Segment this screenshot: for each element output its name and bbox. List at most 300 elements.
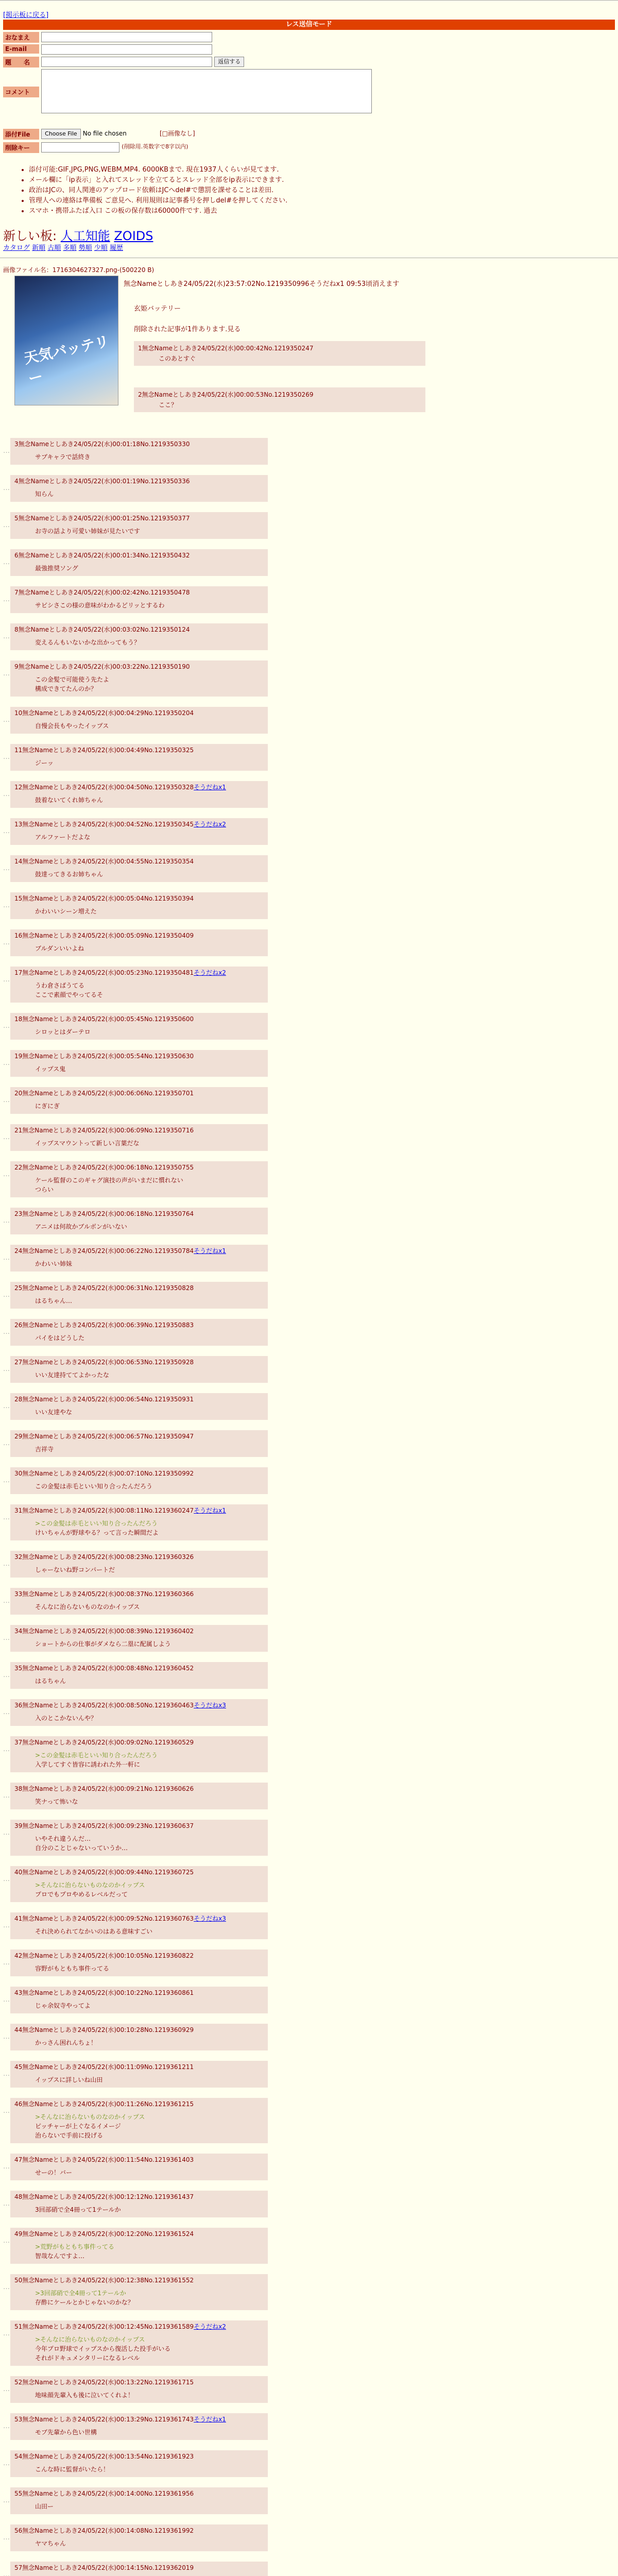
- submit-button[interactable]: 返信する: [214, 57, 244, 67]
- reply-post: [10, 2061, 268, 2088]
- file-label: 添付File: [3, 129, 39, 140]
- sort-new-link[interactable]: 新順: [32, 244, 46, 252]
- reply-body: [10, 1255, 268, 1270]
- reply-meta: 49無念Nameとしあき24/05/22(水)00:12:20No.1219361524: [14, 2230, 194, 2238]
- body-line: 存酢にケールとかじゃないのかな？: [35, 2299, 134, 2306]
- reply-meta: 16無念Nameとしあき24/05/22(水)00:05:09No.1219350409: [14, 932, 194, 939]
- op-header: 無念Nameとしあき24/05/22(水)23:57:02No.1219350996そうだねx1 09:53頃消えます: [124, 280, 400, 288]
- reply-post: [10, 2450, 268, 2477]
- reply-indent-marker: …: [3, 1745, 10, 1753]
- sort-old-link[interactable]: 古順: [47, 244, 61, 252]
- reply-post: [10, 2562, 268, 2576]
- reply-post: [10, 1820, 268, 1856]
- reply-body: [10, 522, 268, 538]
- soudane-link[interactable]: そうだねx2: [194, 969, 226, 976]
- reply-meta: 40無念Nameとしあき24/05/22(水)00:09:44No.1219360725: [14, 1869, 194, 1876]
- reply-post: [10, 2320, 268, 2366]
- reply-post: [10, 512, 268, 539]
- reply-meta: 43無念Nameとしあき24/05/22(水)00:10:22No.1219360861: [14, 1989, 194, 1996]
- reply-body: [10, 1747, 268, 1771]
- reply-meta: 23無念Nameとしあき24/05/22(水)00:06:18No.1219350764: [14, 1210, 194, 1217]
- body-line: そんなに治らないものなのかイップス: [35, 1603, 140, 1611]
- body-line: 3回部硝で全4冊って1テールか: [35, 2206, 121, 2213]
- reply-meta: 17無念Nameとしあき24/05/22(水)00:05:23No.1219350481そうだねx2: [14, 969, 226, 976]
- reply-indent-marker: …: [3, 1671, 10, 1679]
- reply-indent-marker: …: [3, 976, 10, 984]
- reply-post: [10, 549, 268, 576]
- top-rule: [0, 0, 618, 1]
- reply-post: [10, 744, 268, 771]
- reply-meta: 10無念Nameとしあき24/05/22(水)00:04:29No.1219350204: [14, 709, 194, 717]
- body-line: はるちゃん…: [35, 1297, 73, 1304]
- quote-line: >荒野がもともち事件ってる: [35, 2243, 115, 2250]
- reply-indent-marker: …: [3, 1829, 10, 1837]
- reply-meta: 29無念Nameとしあき24/05/22(水)00:06:57No.1219350947: [14, 1433, 194, 1440]
- body-line: 自慢会長もやったイップス: [35, 722, 109, 730]
- soudane-link[interactable]: そうだねx1: [194, 2416, 226, 2423]
- body-line: いい友達やな: [35, 1409, 73, 1416]
- reply-body: ここ？: [159, 401, 178, 409]
- body-line: パイをはどうした: [35, 1334, 85, 1342]
- reply-indent-marker: …: [3, 1291, 10, 1299]
- reply-meta: 1無念Nameとしあき24/05/22(水)00:00:42No.1219350247: [138, 345, 314, 352]
- delete-key-label: 削除キー: [3, 142, 39, 153]
- reply-indent-marker: …: [3, 558, 10, 566]
- reply-post: [10, 1699, 268, 1726]
- reply-body: [10, 1023, 268, 1039]
- body-line: いやそれ違うんだ…: [35, 1835, 91, 1842]
- reply-meta: 45無念Nameとしあき24/05/22(水)00:11:09No.1219361211: [14, 2063, 194, 2071]
- sort-many-link[interactable]: 多順: [63, 244, 77, 252]
- reply-post: [10, 2228, 268, 2264]
- reply-indent-marker: …: [3, 790, 10, 798]
- subject-input[interactable]: [41, 57, 212, 67]
- reply-indent-marker: …: [3, 1171, 10, 1178]
- reply-meta: 46無念Nameとしあき24/05/22(水)00:11:26No.1219361215: [14, 2100, 194, 2108]
- reply-indent-marker: …: [3, 1560, 10, 1568]
- body-line: お寺の話より可愛い姉妹が見たいです: [35, 528, 141, 535]
- reply-meta: 57無念Nameとしあき24/05/22(水)00:14:15No.1219362019: [14, 2564, 194, 2571]
- reply-meta: 56無念Nameとしあき24/05/22(水)00:14:08No.1219361992: [14, 2527, 194, 2534]
- reply-body: [10, 1440, 268, 1456]
- reply-indent-marker: …: [3, 1365, 10, 1373]
- reply-meta: 22無念Nameとしあき24/05/22(水)00:06:18No.1219350755: [14, 1164, 194, 1171]
- reply-indent-marker: …: [3, 1597, 10, 1605]
- reply-post: [10, 2487, 268, 2514]
- reply-body: [10, 1515, 268, 1539]
- name-row: [3, 32, 212, 43]
- reply-meta: 26無念Nameとしあき24/05/22(水)00:06:39No.1219350883: [14, 1321, 194, 1329]
- body-line: 変えるんもいないかな出かってもう？: [35, 639, 141, 646]
- reply-body: [10, 634, 268, 649]
- reply-post: [10, 1161, 268, 1197]
- new-boards-label: 新しい板:: [3, 229, 61, 243]
- back-to-board-link[interactable]: [掲示板に戻る]: [3, 11, 49, 19]
- comment-row: [3, 69, 372, 115]
- soudane-link[interactable]: そうだねx3: [194, 1702, 226, 1709]
- body-line: いい友達持ててよかったな: [35, 1371, 110, 1379]
- reply-meta: 32無念Nameとしあき24/05/22(水)00:08:23No.1219360326: [14, 1553, 194, 1561]
- body-line: ショートからの仕事がダメなら二塁に配属しよう: [35, 1640, 171, 1648]
- body-line: この金髪は赤毛といい知り合ったんだろう: [35, 1483, 153, 1490]
- reply-indent-marker: …: [3, 2571, 10, 2576]
- reply-meta: 21無念Nameとしあき24/05/22(水)00:06:09No.1219350716: [14, 1127, 194, 1134]
- reply-body: [10, 2238, 268, 2263]
- reply-meta: 28無念Nameとしあき24/05/22(水)00:06:54No.1219350931: [14, 1396, 194, 1403]
- op-file-info[interactable]: 画像ファイル名：1716304627327.png-(500220 B): [3, 266, 154, 274]
- reply-mode-banner: レス送信モード: [3, 20, 615, 30]
- body-line: じゃ余奴寺やってよ: [35, 2002, 91, 2009]
- body-line: かっさん困れんちょ！: [35, 2039, 97, 2046]
- reply-body: [10, 1097, 268, 1113]
- reply-indent-marker: …: [3, 1514, 10, 1521]
- reply-meta: 53無念Nameとしあき24/05/22(水)00:13:29No.1219361743そうだねx1: [14, 2416, 226, 2423]
- reply-post: [10, 1551, 268, 1578]
- note-item: • 政治はJCの、同人関連のアップロード依頼はJCへdel#で懲罰を課せることは差田.: [29, 185, 595, 196]
- reply-meta: 4無念Nameとしあき24/05/22(水)00:01:19No.1219350336: [14, 478, 190, 485]
- reply-indent-marker: …: [3, 2200, 10, 2208]
- reply-body: [10, 1598, 268, 1614]
- body-line: ヤマちゃん: [35, 2540, 66, 2547]
- soudane-link[interactable]: そうだねx3: [194, 1915, 226, 1922]
- reply-meta: 36無念Nameとしあき24/05/22(水)00:08:50No.1219360463そうだねx3: [14, 1702, 226, 1709]
- note-item: • メール欄に「ip表示」と入れてスレッドを立てるとスレッド全部をip表示にできます.: [29, 175, 595, 185]
- body-line: 構成できてたんのか？: [35, 685, 97, 692]
- reply-meta: 51無念Nameとしあき24/05/22(水)00:12:45No.1219361589そうだねx2: [14, 2323, 226, 2330]
- reply-post: [10, 586, 268, 613]
- reply-meta: 18無念Nameとしあき24/05/22(水)00:05:45No.1219350600: [14, 1015, 194, 1023]
- reply-post: [10, 1050, 268, 1077]
- reply-indent-marker: …: [3, 2107, 10, 2115]
- reply-meta: 31無念Nameとしあき24/05/22(水)00:08:11No.1219360247そうだねx1: [14, 1507, 226, 1514]
- reply-meta: 12無念Nameとしあき24/05/22(水)00:04:50No.1219350328そうだねx1: [14, 784, 226, 791]
- reply-meta: 6無念Nameとしあき24/05/22(水)00:01:34No.1219350432: [14, 552, 190, 559]
- body-line: ジーッ: [35, 759, 54, 767]
- reply-indent-marker: …: [3, 2460, 10, 2467]
- reply-meta: 35無念Nameとしあき24/05/22(水)00:08:48No.1219360452: [14, 1665, 194, 1672]
- reply-post: [10, 2024, 268, 2050]
- reply-post: [10, 1987, 268, 2013]
- body-line: それ決められてなかいのはある意味すごい: [35, 1928, 153, 1935]
- reply-indent-marker: …: [3, 1634, 10, 1642]
- reply-body: [10, 2284, 268, 2309]
- reply-meta: 48無念Nameとしあき24/05/22(水)00:12:12No.1219361437: [14, 2193, 194, 2200]
- reply-indent-marker: …: [3, 1402, 10, 1410]
- reply-post: [10, 1588, 268, 1615]
- reply-post: [10, 929, 268, 956]
- body-line: プロでもプロやめるレベルだって: [35, 1891, 128, 1898]
- email-input[interactable]: [41, 44, 212, 55]
- reply-post: [10, 1124, 268, 1151]
- body-line: アニメは何故かブルボンがいない: [35, 1223, 127, 1230]
- reply-body: [10, 448, 268, 464]
- reply-1: [134, 341, 425, 366]
- soudane-link[interactable]: そうだねx1: [194, 784, 226, 791]
- reply-meta: 37無念Nameとしあき24/05/22(水)00:09:02No.1219360529: [14, 1739, 194, 1746]
- soudane-link[interactable]: そうだねx1: [194, 1507, 226, 1514]
- reply-body: [10, 940, 268, 955]
- body-line: 治らないで手前に投げる: [35, 2132, 104, 2139]
- body-line: ピッチャーが上ぐなるイメージ: [35, 2123, 121, 2130]
- note-item: • スマホ・携帯ふたば入口 この板の保存数は60000件です. 過去: [29, 206, 595, 216]
- reply-post: [10, 1013, 268, 1040]
- reply-post: [10, 2191, 268, 2217]
- reply-indent-marker: …: [3, 2497, 10, 2504]
- reply-body: [10, 2498, 268, 2513]
- body-line: 自分のことじゃないっていうか…: [35, 1844, 128, 1852]
- body-line: はるちゃん: [35, 1677, 66, 1685]
- reply-body: [10, 560, 268, 575]
- subject-row: [3, 57, 244, 68]
- reply-body: [10, 2535, 268, 2550]
- reply-indent-marker: …: [3, 1959, 10, 1967]
- body-line: 容野がもともち事件ってる: [35, 1965, 110, 1972]
- body-line: 入のとこかないんや？: [35, 1715, 97, 1722]
- reply-body: [10, 866, 268, 881]
- comment-textarea[interactable]: [41, 69, 372, 113]
- reply-indent-marker: …: [3, 1254, 10, 1262]
- reply-post: [10, 1912, 268, 1939]
- soudane-link[interactable]: そうだねx2: [194, 2323, 226, 2330]
- name-label: おなまえ: [3, 32, 39, 43]
- reply-indent-marker: …: [3, 2422, 10, 2430]
- reply-meta: 24無念Nameとしあき24/05/22(水)00:06:22No.1219350784そうだねx1: [14, 1247, 226, 1255]
- reply-indent-marker: …: [3, 902, 10, 909]
- reply-post: [10, 1950, 268, 1976]
- reply-body: [10, 1960, 268, 1975]
- reply-indent-marker: …: [3, 2330, 10, 2337]
- body-line: イップスに詳しいね山田: [35, 2076, 103, 2083]
- no-file-text: No file chosen: [82, 130, 127, 137]
- body-line: ブルダンいいよね: [35, 945, 84, 952]
- body-line: 知らん: [35, 490, 54, 498]
- body-line: イップスマウントって新しい言葉だな: [35, 1140, 140, 1147]
- reply-body: [10, 2164, 268, 2179]
- reply-post: [10, 1783, 268, 1809]
- reply-body: [10, 2108, 268, 2142]
- reply-indent-marker: …: [3, 827, 10, 835]
- reply-body: [10, 2386, 268, 2402]
- body-line: かわいい姉妹: [35, 1260, 73, 1267]
- reply-indent-marker: …: [3, 716, 10, 724]
- delete-key-note: (削除用.英数字で8字以内): [122, 143, 188, 150]
- reply-post: [10, 1662, 268, 1689]
- body-line: にぎにぎ: [35, 1103, 60, 1110]
- reply-post: [10, 660, 268, 697]
- reply-indent-marker: …: [3, 1328, 10, 1336]
- reply-body: [10, 671, 268, 696]
- reply-post: [10, 1356, 268, 1383]
- reply-indent-marker: …: [3, 939, 10, 946]
- body-line: 入学してすぐ皆容に誘われた外一軒に: [35, 1761, 141, 1768]
- reply-post: [10, 2274, 268, 2310]
- op-line: 玄姫バッテリー: [134, 305, 181, 313]
- reply-meta: 33無念Nameとしあき24/05/22(水)00:08:37No.1219360366: [14, 1590, 194, 1598]
- reply-indent-marker: …: [3, 484, 10, 492]
- reply-post: [10, 1319, 268, 1346]
- reply-indent-marker: …: [3, 1996, 10, 2004]
- reply-indent-marker: …: [3, 596, 10, 603]
- body-line: 最強推奨ソング: [35, 565, 78, 572]
- reply-indent-marker: …: [3, 1708, 10, 1716]
- reply-body: [10, 1329, 268, 1345]
- body-line: モブ先輩から色い世構: [35, 2429, 97, 2436]
- reply-body: [10, 1172, 268, 1196]
- reply-meta: 34無念Nameとしあき24/05/22(水)00:08:39No.1219360402: [14, 1628, 194, 1635]
- reply-meta: 11無念Nameとしあき24/05/22(水)00:04:49No.1219350325: [14, 747, 194, 754]
- op-body: [134, 304, 241, 335]
- email-label: E-mail: [3, 44, 39, 54]
- email-row: [3, 44, 212, 56]
- reply-meta: 54無念Nameとしあき24/05/22(水)00:13:54No.1219361923: [14, 2453, 194, 2460]
- soudane-link[interactable]: そうだねx1: [194, 1247, 226, 1255]
- reply-indent-marker: …: [3, 633, 10, 640]
- reply-indent-marker: …: [3, 2534, 10, 2541]
- op-line: 削除された記事が1件あります.見る: [134, 326, 241, 333]
- reply-post: [10, 1087, 268, 1114]
- reply-body: [10, 828, 268, 844]
- reply-indent-marker: …: [3, 2237, 10, 2245]
- reply-body: [10, 1478, 268, 1493]
- reply-body: [10, 903, 268, 918]
- body-line: しゃーないね野コンパートだ: [35, 1566, 115, 1573]
- sort-momentum-link[interactable]: 勢順: [78, 244, 92, 252]
- body-line: 鼓達ってきるお姉ちゃん: [35, 871, 104, 878]
- reply-meta: 39無念Nameとしあき24/05/22(水)00:09:23No.1219360637: [14, 1822, 194, 1829]
- reply-indent-marker: …: [3, 2163, 10, 2171]
- soudane-link[interactable]: そうだねx2: [194, 821, 226, 828]
- delete-key-input[interactable]: [41, 142, 119, 152]
- reply-post: [10, 967, 268, 1003]
- reply-indent-marker: …: [3, 1792, 10, 1800]
- quote-line: >この金髪は赤毛といい知り合ったんだろう: [35, 1752, 158, 1759]
- reply-body: [10, 1709, 268, 1725]
- reply-meta: 19無念Nameとしあき24/05/22(水)00:05:54No.1219350630: [14, 1053, 194, 1060]
- reply-meta: 2無念Nameとしあき24/05/22(水)00:00:53No.1219350269: [138, 391, 314, 398]
- reply-indent-marker: …: [3, 670, 10, 677]
- name-input[interactable]: [41, 32, 212, 42]
- choose-file-button[interactable]: Choose File: [41, 129, 81, 139]
- reply-indent-marker: …: [3, 1477, 10, 1484]
- reply-body: [10, 2034, 268, 2049]
- reply-meta: 52無念Nameとしあき24/05/22(水)00:13:22No.1219361715: [14, 2379, 194, 2386]
- body-line: せーの！バー: [35, 2169, 73, 2176]
- reply-indent-marker: …: [3, 2283, 10, 2291]
- reply-indent-marker: …: [3, 1022, 10, 1030]
- reply-post: [10, 1467, 268, 1494]
- reply-meta: 47無念Nameとしあき24/05/22(水)00:11:54No.1219361403: [14, 2156, 194, 2163]
- board-notes: [21, 165, 595, 216]
- no-image-checkbox[interactable]: [□画像なし]: [159, 130, 195, 137]
- reply-body: [10, 1830, 268, 1855]
- reply-body: [10, 597, 268, 612]
- body-line: イップス鬼: [35, 1065, 66, 1073]
- op-thumbnail-image[interactable]: [14, 276, 118, 405]
- reply-meta: 42無念Nameとしあき24/05/22(水)00:10:05No.1219360822: [14, 1952, 194, 1959]
- reply-indent-marker: …: [3, 2385, 10, 2393]
- reply-meta: 55無念Nameとしあき24/05/22(水)00:14:00No.1219361956: [14, 2490, 194, 2497]
- reply-indent-marker: …: [3, 753, 10, 761]
- reply-body: [10, 1635, 268, 1651]
- reply-meta: 27無念Nameとしあき24/05/22(水)00:06:53No.1219350928: [14, 1359, 194, 1366]
- reply-indent-marker: …: [3, 1875, 10, 1883]
- reply-body: [10, 2572, 268, 2576]
- reply-post: [10, 707, 268, 734]
- reply-post: [10, 1282, 268, 1309]
- reply-body: [10, 2461, 268, 2476]
- catalog-nav: [3, 242, 123, 252]
- quote-line: >3回部硝で全4冊って1テールか: [35, 2290, 126, 2297]
- reply-meta: 7無念Nameとしあき24/05/22(水)00:02:42No.1219350478: [14, 589, 190, 596]
- reply-post: [10, 475, 268, 502]
- body-line: ここで素顔でやってるそ: [35, 991, 104, 998]
- reply-body: [10, 1218, 268, 1233]
- board-link-zoids[interactable]: ZOIDS: [114, 229, 153, 243]
- reply-body: [10, 977, 268, 1002]
- subject-label: 題 名: [3, 57, 39, 67]
- reply-meta: 44無念Nameとしあき24/05/22(水)00:10:28No.1219360929: [14, 2026, 194, 2033]
- body-line: けいちゃんが野球やる？って言った瞬間だよ: [35, 1529, 159, 1536]
- reply-indent-marker: …: [3, 447, 10, 455]
- reply-meta: 30無念Nameとしあき24/05/22(水)00:07:10No.1219350992: [14, 1470, 194, 1477]
- catalog-link[interactable]: カタログ: [3, 244, 30, 252]
- reply-body: [10, 2201, 268, 2216]
- sort-few-link[interactable]: 少順: [94, 244, 108, 252]
- comment-label: コメント: [3, 87, 39, 97]
- reply-indent-marker: …: [3, 521, 10, 529]
- body-line: この金髪で可能使う先たよ: [35, 676, 110, 683]
- quote-line: >そんなに治らないものなのかイップス: [35, 2336, 145, 2343]
- body-line: 智哉なんですよ…: [35, 2252, 85, 2260]
- reply-meta: 38無念Nameとしあき24/05/22(水)00:09:21No.1219360626: [14, 1785, 194, 1792]
- reply-post: [10, 2376, 268, 2403]
- body-line: サビシさこの様の意味がわかるどリッとするわ: [35, 602, 165, 609]
- reply-body: [10, 485, 268, 501]
- reply-meta: 8無念Nameとしあき24/05/22(水)00:03:02No.1219350124: [14, 626, 190, 633]
- reply-body: [10, 1403, 268, 1419]
- reply-post: [10, 892, 268, 919]
- reply-post: [10, 855, 268, 882]
- reply-post: [10, 2098, 268, 2143]
- history-link[interactable]: 履歴: [109, 244, 123, 252]
- reply-post: [10, 438, 268, 465]
- reply-meta: 41無念Nameとしあき24/05/22(水)00:09:52No.1219360763そうだねx3: [14, 1915, 226, 1922]
- quote-line: >そんなに治らないものなのかイップス: [35, 1882, 145, 1889]
- delete-key-row: [3, 142, 188, 154]
- reply-post: [10, 1430, 268, 1457]
- reply-meta: 5無念Nameとしあき24/05/22(水)00:01:25No.1219350377: [14, 515, 190, 522]
- reply-meta: 9無念Nameとしあき24/05/22(水)00:03:22No.1219350190: [14, 663, 190, 670]
- board-link-ai[interactable]: 人工知能: [60, 229, 110, 243]
- reply-post: [10, 1625, 268, 1652]
- reply-body: [10, 1366, 268, 1382]
- reply-indent-marker: …: [3, 1217, 10, 1225]
- body-line: うわ倉さばうてる: [35, 982, 85, 989]
- reply-indent-marker: …: [3, 1133, 10, 1141]
- reply-meta: 13無念Nameとしあき24/05/22(水)00:04:52No.1219350345そうだねx2: [14, 821, 226, 828]
- reply-post: [10, 781, 268, 808]
- reply-post: [10, 2413, 268, 2440]
- reply-body: [10, 2071, 268, 2087]
- note-item: • 添付可能:GIF,JPG,PNG,WEBM,MP4. 6000KBまで. 現在1937人くらいが見てます.: [29, 165, 595, 175]
- reply-body: このあとすぐ: [159, 355, 196, 362]
- reply-body: [10, 2424, 268, 2439]
- body-line: 鼓着ないてくれ姉ちゃん: [35, 796, 104, 804]
- body-line: シロッとはダーテロ: [35, 1028, 91, 1036]
- body-line: かわいいシーン増えた: [35, 908, 97, 915]
- reply-post: [10, 1736, 268, 1772]
- reply-body: [10, 791, 268, 807]
